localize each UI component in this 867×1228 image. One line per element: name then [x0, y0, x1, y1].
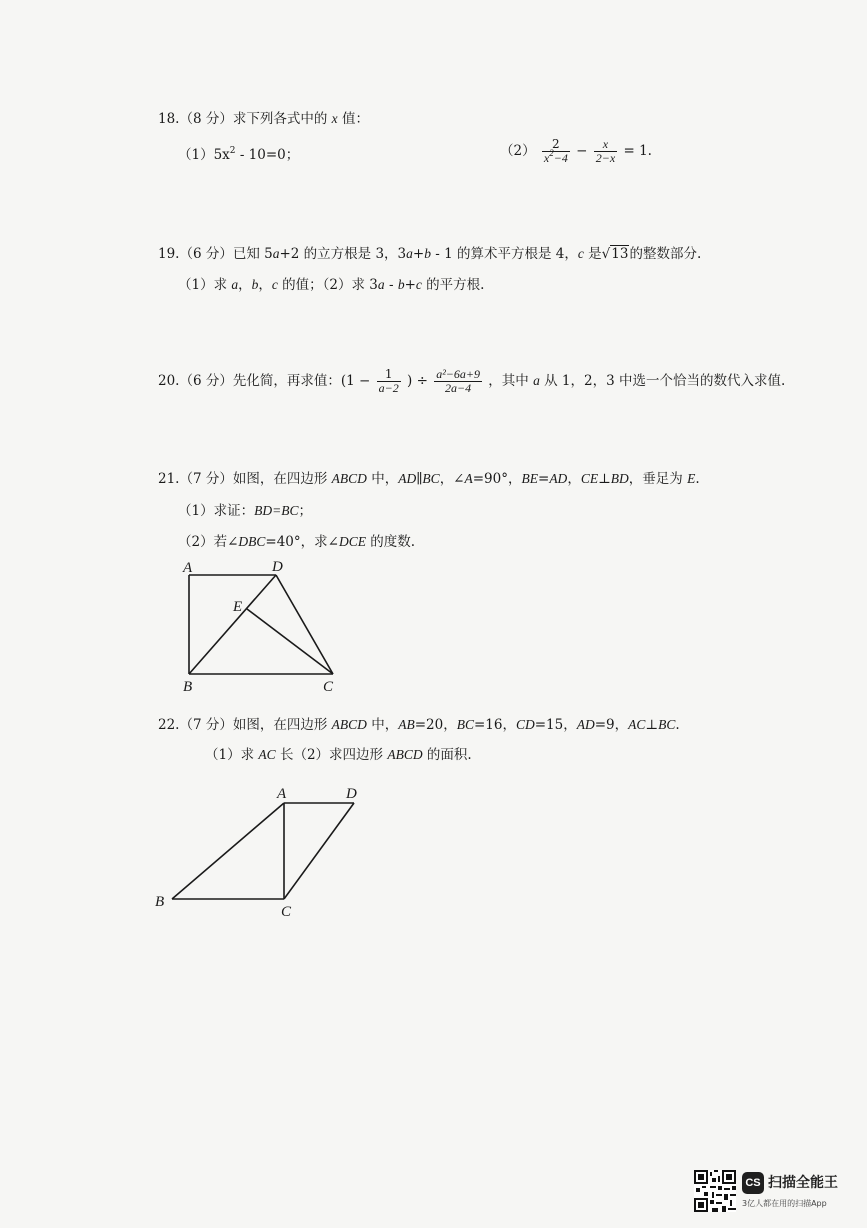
q21-part1: （1）求证：BD=BC； — [178, 503, 312, 519]
q20-heading: 20.（6 分）先化简，再求值：(1 − $\frac{1}{a-2}$ ) ÷ $\frac{\text{a²−6a+9}}{2a-4}$ ，其中 a 从 1，2，3 中选一个恰当的数代入求值. — [158, 367, 786, 395]
camscanner-tagline: 3亿人都在用的扫描App — [742, 1199, 827, 1208]
qr-code-icon — [694, 1170, 736, 1212]
q21-label-a: A — [183, 560, 193, 576]
q22-parts: （1）求 AC 长（2）求四边形 ABCD 的面积. — [205, 747, 472, 763]
q22-label-b: B — [155, 894, 165, 910]
q21-label-b: B — [183, 679, 193, 695]
scanner-watermark — [694, 1170, 854, 1214]
q22-segment-ab — [172, 803, 284, 899]
q19-parts: （1）求 a，b，c 的值；（2）求 3a - b+c 的平方根. — [178, 277, 485, 293]
q22-label-c: C — [281, 904, 292, 920]
q22-heading: 22.（7 分）如图，在四边形 ABCD 中，AB=20，BC=16，CD=15，AD=9，AC⊥BC. — [158, 717, 680, 733]
q22-figure — [150, 780, 370, 925]
q21-label-c: C — [323, 679, 334, 695]
q21-part2: （2）若∠DBC=40°，求∠DCE 的度数. — [178, 534, 416, 550]
q22-label-a: A — [277, 786, 287, 802]
q20-fraction-2: $\frac{\text{a²−6a+9}}{2a-4}$ — [436, 367, 480, 395]
q18-part2: （2） $\frac{2}{x^2-4}$ − $\frac{x}{2-x}$ = 1. — [500, 137, 652, 165]
q18-fraction-1: $\frac{2}{x^2-4}$ — [543, 137, 568, 165]
q21-label-d: D — [272, 559, 283, 575]
q21-segment-ec — [247, 609, 333, 674]
q21-segment-dc — [276, 575, 333, 674]
q21-figure — [175, 555, 350, 695]
camscanner-logo: CS — [742, 1172, 764, 1194]
q22-segment-dc — [284, 803, 354, 899]
q18-part1: $(1)5x^2 - 10=0$； — [178, 146, 300, 163]
q18-heading: 18.（8 分）求下列各式中的 x 值： — [158, 111, 369, 127]
q20-fraction-1: $\frac{1}{a-2}$ — [378, 367, 399, 395]
camscanner-name: 扫描全能王 — [768, 1175, 838, 1191]
q18-fraction-2: $\frac{x}{2-x}$ — [595, 137, 616, 165]
q22-label-d: D — [346, 786, 357, 802]
q21-segment-bd — [189, 575, 276, 674]
q21-heading: 21.（7 分）如图，在四边形 ABCD 中，AD∥BC，∠A=90°，BE=AD，CE⊥BD，垂足为 E. — [158, 471, 700, 487]
q21-label-e: E — [233, 599, 243, 615]
q19-heading: 19.（6 分）已知 5a+2 的立方根是 3，3a+b - 1 的算术平方根是 4，c 是√13的整数部分. — [158, 246, 702, 262]
